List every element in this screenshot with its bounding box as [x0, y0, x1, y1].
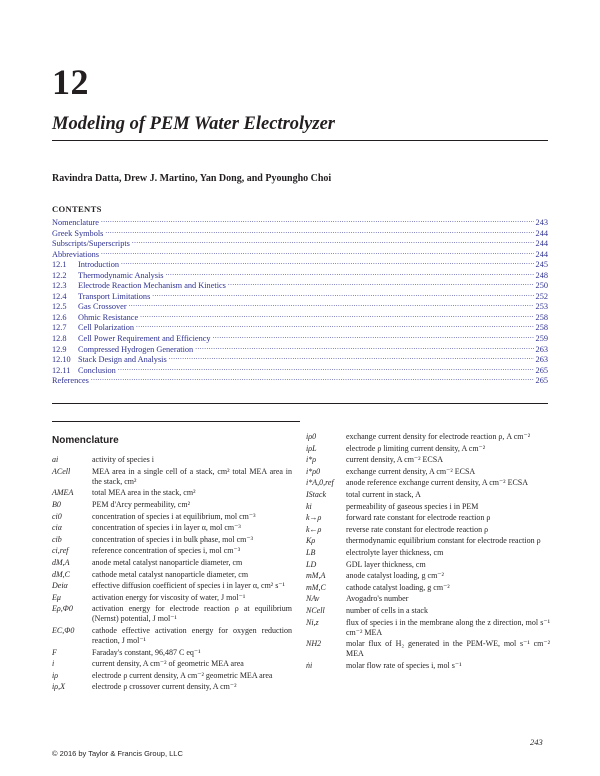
nomenclature-definition: total MEA area in the stack, cm² — [92, 488, 196, 498]
nomenclature-definition: activation energy for viscosity of water, J mol⁻¹ — [92, 592, 246, 602]
nomenclature-definition: molar flux of H₂ generated in the PEM-WE, mol s⁻¹ cm⁻² MEA — [346, 639, 550, 659]
nomenclature-definition: cathode catalyst loading, g cm⁻² — [346, 582, 450, 592]
nomenclature-definition: reference concentration of species i, mol cm⁻³ — [92, 546, 241, 556]
nomenclature-definition: electrode ρ limiting current density, A cm⁻² — [346, 443, 486, 453]
toc-entry-label[interactable]: Greek Symbols — [52, 228, 104, 238]
toc-leader-dots — [140, 310, 533, 320]
nomenclature-symbol: LD — [306, 559, 317, 569]
nomenclature-entry — [306, 478, 550, 488]
toc-entry-label[interactable]: Cell Polarization — [78, 323, 134, 333]
nomenclature-definition: current density, A cm⁻² of geometric MEA area — [92, 659, 244, 669]
nomenclature-symbol: iρ,X — [52, 682, 65, 692]
nomenclature-entry — [52, 558, 292, 568]
nomenclature-definition: activation energy for electrode reaction ρ at equilibrium (Nernst) potential, J mol⁻¹ — [92, 604, 292, 624]
toc-entry-label[interactable]: Cell Power Requirement and Efficiency — [78, 334, 211, 344]
nomenclature-symbol: NAv — [306, 594, 320, 604]
toc-entry-label[interactable]: Subscripts/Superscripts — [52, 239, 130, 249]
nomenclature-entry — [306, 594, 550, 604]
toc-entry-page[interactable]: 258 — [535, 312, 548, 322]
toc-entry-label[interactable]: Compressed Hydrogen Generation — [78, 344, 194, 354]
nomenclature-entry — [306, 502, 550, 512]
toc-entry-page[interactable]: 265 — [535, 365, 548, 375]
nomenclature-entry — [306, 467, 550, 477]
nomenclature-symbol: iρ — [52, 670, 59, 680]
toc-entry-label[interactable]: Conclusion — [78, 365, 116, 375]
toc-leader-dots — [132, 236, 534, 246]
toc-entry-page[interactable]: 248 — [535, 270, 548, 280]
nomenclature-entry — [306, 606, 550, 616]
toc-entry-page[interactable]: 244 — [535, 228, 548, 238]
nomenclature-entry — [306, 548, 550, 558]
nomenclature-entry — [306, 432, 550, 442]
title-rule — [52, 140, 548, 141]
nomenclature-entry — [52, 546, 292, 556]
toc-entry-page[interactable]: 263 — [535, 344, 548, 354]
nomenclature-symbol: Deiα — [52, 581, 68, 591]
toc-entry-page[interactable]: 245 — [535, 260, 548, 270]
nomenclature-symbol: LB — [306, 547, 316, 557]
toc-leader-dots — [129, 299, 534, 309]
nomenclature-symbol: k→ρ — [306, 513, 322, 523]
nomenclature-entry — [306, 455, 550, 465]
nomenclature-symbol: EC,Φ0 — [52, 626, 75, 635]
nomenclature-entry — [306, 444, 550, 454]
nomenclature-definition: concentration of species i in bulk phase, mol cm⁻³ — [92, 534, 254, 544]
nomenclature-definition: molar flow rate of species i, mol s⁻¹ — [346, 660, 462, 670]
nomenclature-definition: effective diffusion coefficient of species i in layer α, cm² s⁻¹ — [92, 581, 285, 591]
nomenclature-definition: exchange current density, A cm⁻² ECSA — [346, 466, 476, 476]
nomenclature-heading: Nomenclature — [52, 435, 119, 446]
nomenclature-entry — [52, 671, 292, 681]
nomenclature-symbol: cib — [52, 534, 62, 544]
nomenclature-definition: electrode ρ current density, A cm⁻² geometric MEA area — [92, 670, 273, 680]
nomenclature-entry — [306, 571, 550, 581]
nomenclature-symbol: AMEA — [52, 488, 74, 498]
section-rule — [52, 403, 548, 404]
toc-entry-page[interactable]: 259 — [535, 334, 548, 344]
nomenclature-entry — [52, 512, 292, 522]
toc-entry-page[interactable]: 250 — [535, 281, 548, 291]
nomenclature-symbol: ACell — [52, 466, 71, 476]
toc-entry-label[interactable]: Stack Design and Analysis — [78, 355, 167, 365]
nomenclature-entry — [52, 581, 292, 591]
toc-entry-number: 12.8 — [52, 334, 67, 344]
nomenclature-entry — [52, 488, 292, 498]
nomenclature-symbol: NH2 — [306, 639, 322, 649]
nomenclature-definition: concentration of species i in layer α, mol cm⁻³ — [92, 523, 241, 533]
nomenclature-entry — [306, 525, 550, 535]
nomenclature-symbol: k←ρ — [306, 524, 322, 534]
nomenclature-definition: PEM d'Arcy permeability, cm² — [92, 499, 190, 509]
toc-entry[interactable] — [52, 373, 548, 384]
page-number: 243 — [530, 737, 543, 747]
nomenclature-symbol: iρL — [306, 443, 317, 453]
toc-leader-dots — [101, 247, 534, 257]
nomenclature-definition: number of cells in a stack — [346, 605, 428, 615]
nomenclature-entry — [52, 500, 292, 510]
nomenclature-symbol: dM,C — [52, 569, 70, 579]
toc-leader-dots — [195, 342, 533, 352]
nomenclature-entry — [306, 639, 550, 659]
nomenclature-symbol: NCell — [306, 605, 325, 615]
nomenclature-entry — [52, 467, 292, 487]
toc-entry-number: 12.3 — [52, 281, 67, 291]
toc-entry[interactable] — [52, 363, 548, 374]
toc-entry-label[interactable]: Ohmic Resistance — [78, 312, 139, 322]
nomenclature-entry — [52, 682, 292, 692]
nomenclature-definition: forward rate constant for electrode reaction ρ — [346, 513, 491, 523]
toc-entry[interactable] — [52, 236, 548, 247]
nomenclature-right-column — [306, 432, 550, 672]
nomenclature-entry — [306, 618, 550, 638]
nomenclature-entry — [52, 535, 292, 545]
nomenclature-entry — [306, 490, 550, 500]
nomenclature-symbol: Ni,z — [306, 617, 319, 627]
toc-entry-label[interactable]: References — [52, 376, 89, 386]
nomenclature-definition: cathode metal catalyst nanoparticle diameter, cm — [92, 569, 249, 579]
nomenclature-symbol: Kρ — [306, 536, 316, 546]
nomenclature-definition: current density, A cm⁻² ECSA — [346, 455, 443, 465]
toc-entry[interactable] — [52, 257, 548, 268]
nomenclature-entry — [306, 583, 550, 593]
nomenclature-definition: cathode effective activation energy for oxygen reduction reaction, J mol⁻¹ — [92, 626, 292, 646]
nomenclature-symbol: IStack — [306, 489, 326, 499]
nomenclature-entry — [52, 523, 292, 533]
nomenclature-symbol: ki — [306, 501, 312, 511]
toc-entry[interactable] — [52, 215, 548, 226]
toc-leader-dots — [105, 226, 533, 236]
toc-entry-page[interactable]: 243 — [535, 218, 548, 227]
toc-entry-page[interactable]: 252 — [535, 291, 548, 301]
nomenclature-symbol: ai — [52, 455, 59, 465]
toc-leader-dots — [228, 278, 534, 288]
toc-leader-dots — [152, 289, 533, 299]
toc-entry-number: 12.7 — [52, 323, 67, 333]
table-of-contents — [52, 215, 548, 384]
nomenclature-symbol: ci,ref — [52, 546, 69, 556]
nomenclature-definition: concentration of species i at equilibrium, mol cm⁻³ — [92, 511, 256, 521]
copyright: © 2016 by Taylor & Francis Group, LLC — [52, 749, 183, 758]
nomenclature-rule — [52, 421, 300, 422]
nomenclature-entry — [52, 455, 292, 465]
toc-leader-dots — [213, 331, 534, 341]
nomenclature-definition: MEA area in a single cell of a stack, cm² total MEA area in the stack, cm² — [92, 466, 292, 486]
nomenclature-entry — [306, 513, 550, 523]
contents-heading: CONTENTS — [52, 204, 102, 214]
toc-entry-label[interactable]: Introduction — [78, 260, 120, 270]
toc-leader-dots — [91, 373, 534, 383]
nomenclature-entry — [52, 659, 292, 669]
toc-entry-page[interactable]: 244 — [535, 249, 548, 259]
toc-entry-number: 12.6 — [52, 312, 67, 322]
toc-entry-number: 12.2 — [52, 270, 67, 280]
toc-entry[interactable] — [52, 247, 548, 258]
nomenclature-entry — [52, 604, 292, 624]
nomenclature-entry — [52, 626, 292, 646]
nomenclature-symbol: B0 — [52, 499, 61, 509]
chapter-title: Modeling of PEM Water Electrolyzer — [52, 114, 335, 134]
nomenclature-symbol: dM,A — [52, 557, 70, 567]
nomenclature-definition: total current in stack, A — [346, 489, 421, 499]
toc-entry[interactable] — [52, 268, 548, 279]
nomenclature-definition: activity of species i — [92, 455, 154, 465]
toc-entry-label[interactable]: Nomenclature — [52, 218, 99, 227]
toc-entry-number: 12.5 — [52, 302, 67, 312]
nomenclature-symbol: i — [52, 659, 55, 669]
nomenclature-definition: anode metal catalyst nanoparticle diameter, cm — [92, 557, 243, 567]
nomenclature-left-column — [52, 432, 292, 694]
nomenclature-symbol: mM,C — [306, 582, 326, 592]
nomenclature-definition: permeability of gaseous species i in PEM — [346, 501, 479, 511]
toc-entry-page[interactable]: 265 — [535, 376, 548, 386]
nomenclature-symbol: ciα — [52, 523, 62, 533]
nomenclature-symbol: F — [52, 647, 57, 657]
nomenclature-symbol: ṅi — [306, 660, 313, 670]
nomenclature-definition: reverse rate constant for electrode reaction ρ — [346, 524, 489, 534]
toc-entry-number: 12.11 — [52, 365, 71, 375]
nomenclature-entry — [52, 570, 292, 580]
nomenclature-definition: electrode ρ crossover current density, A cm⁻² — [92, 682, 237, 692]
nomenclature-definition: Faraday's constant, 96,487 C eq⁻¹ — [92, 647, 201, 657]
toc-entry-page[interactable]: 253 — [535, 302, 548, 312]
toc-entry-number: 12.10 — [52, 355, 71, 365]
nomenclature-definition: exchange current density for electrode reaction ρ, A cm⁻² — [346, 432, 531, 441]
nomenclature-symbol: Eρ,Φ0 — [52, 604, 73, 614]
nomenclature-symbol: Eμ — [52, 592, 61, 602]
nomenclature-definition: thermodynamic equilibrium constant for electrode reaction ρ — [346, 536, 541, 546]
nomenclature-entry — [306, 536, 550, 546]
toc-entry-label[interactable]: Electrode Reaction Mechanism and Kinetics — [78, 281, 226, 291]
toc-entry-page[interactable]: 258 — [535, 323, 548, 333]
toc-leader-dots — [169, 352, 534, 362]
nomenclature-definition: flux of species i in the membrane along the z direction, mol s⁻¹ cm⁻² MEA — [346, 617, 550, 637]
authors: Ravindra Datta, Drew J. Martino, Yan Dong, and Pyoungho Choi — [52, 173, 332, 184]
toc-entry-page[interactable]: 244 — [535, 239, 548, 249]
nomenclature-definition: anode reference exchange current density, A cm⁻² ECSA — [346, 478, 529, 488]
nomenclature-entry — [306, 661, 550, 671]
nomenclature-entry — [306, 560, 550, 570]
toc-entry-label[interactable]: Thermodynamic Analysis — [78, 270, 164, 280]
nomenclature-definition: anode catalyst loading, g cm⁻² — [346, 571, 444, 581]
toc-leader-dots — [121, 257, 534, 267]
toc-entry-page[interactable]: 263 — [535, 355, 548, 365]
toc-leader-dots — [136, 320, 534, 330]
nomenclature-definition: electrolyte layer thickness, cm — [346, 547, 444, 557]
nomenclature-symbol: mM,A — [306, 571, 326, 581]
toc-entry-label[interactable]: Abbreviations — [52, 249, 100, 259]
toc-leader-dots — [118, 363, 534, 373]
toc-entry-label[interactable]: Transport Limitations — [78, 291, 151, 301]
nomenclature-definition: GDL layer thickness, cm — [346, 559, 426, 569]
toc-entry-number: 12.4 — [52, 291, 67, 301]
toc-entry[interactable] — [52, 226, 548, 237]
toc-leader-dots — [101, 215, 534, 225]
toc-leader-dots — [166, 268, 534, 278]
toc-entry-label[interactable]: Gas Crossover — [78, 302, 127, 312]
nomenclature-symbol: ci0 — [52, 511, 62, 521]
chapter-number: 12 — [52, 62, 89, 102]
nomenclature-entry — [52, 593, 292, 603]
nomenclature-entry — [52, 648, 292, 658]
nomenclature-symbol: iρ0 — [306, 432, 317, 441]
nomenclature-symbol: i*A,0,ref — [306, 478, 334, 488]
toc-entry-number: 12.1 — [52, 260, 67, 270]
nomenclature-symbol: i*ρ — [306, 455, 317, 465]
nomenclature-definition: Avogadro's number — [346, 594, 409, 604]
nomenclature-symbol: i*ρ0 — [306, 466, 321, 476]
toc-entry-number: 12.9 — [52, 344, 67, 354]
